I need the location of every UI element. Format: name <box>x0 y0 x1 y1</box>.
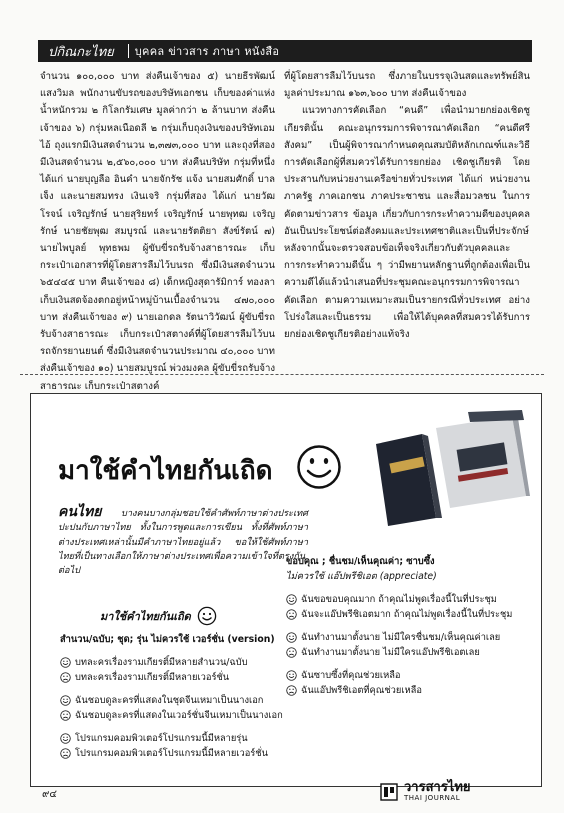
section-subtitle: บุคคล ข่าวสาร ภาษา หนังสือ <box>134 45 280 58</box>
frown-face-icon <box>286 685 297 696</box>
brand-name: วารสารไทย <box>404 780 471 795</box>
vocab-block-version <box>60 632 292 761</box>
incorrect-example <box>286 645 526 660</box>
correct-example <box>286 592 526 607</box>
frown-face-icon <box>60 748 71 759</box>
magazine-logo <box>380 780 530 804</box>
example-text: ฉันแอ๊ปพรีชิเอตที่คุณช่วยเหลือ <box>301 685 422 696</box>
example-text: โปรแกรมคอมพิวเตอร์โปรแกรมนี้มีหลายรุ่น <box>75 733 248 744</box>
smiley-icon <box>296 444 342 490</box>
example-text: ฉันขอขอบคุณมาก ถ้าคุณไม่พูดเรื่องนี้ในที่ประชุม <box>301 594 497 605</box>
example-text: ฉันชอบดูละครที่แสดงในเวอร์ชั่นจีนเหมาเป็นนางเอก <box>75 710 283 721</box>
example-text: ฉันทำงานมาตั้งนาย ไม่มีใครชื่นชม/เห็นคุณค่าเลย <box>301 632 501 643</box>
intro-lead: คนไทย <box>58 504 102 520</box>
group-spacer <box>286 622 526 630</box>
frown-face-icon <box>60 710 71 721</box>
incorrect-example <box>286 683 526 698</box>
correct-example <box>286 630 526 645</box>
incorrect-example <box>286 607 526 622</box>
example-text: ฉันชอบดูละครที่แสดงในชุดจีนเหมาเป็นนางเอก <box>75 695 264 706</box>
example-text: บทละครเรื่องรามเกียรติ์มีหลายเวอร์ชั่น <box>75 672 230 683</box>
vocab-subhead: ไม่ควรใช้ แอ๊ปพรีชิเอต (appreciate) <box>286 571 437 582</box>
article-paragraph: แนวทางการคัดเลือก “คนดี” เพื่อนำมายกย่องเชิดชูเกียรตินั้น คณะอนุกรรมการพิจารณาคัดเลือก “คนดีศรีสังคม” เป็นผู้พิจารณากำหนดคุณสมบัติหลักเกณฑ์และวิธีการคัดเลือกผู้ที่สมควรได้รับการยกย่อง เชิดชูเกียรติ โดยประสานกับหน่วยงานเครือข่ายทั่วประเทศ ได้แก่ หน่วยงานภาครัฐ ภาคเอกชน ภาคประชาชน และสื่อมวลชน ในการคัดตามข่าวสาร ข้อมูล เกี่ยวกับการกระทำความดีของบุคคล อันเป็นประโยชน์ต่อสังคมและประเทศชาติและเป็นที่ประจักษ์ หลังจากนั้นจะตรวจสอบข้อเท็จจริงเกี่ยวกับตัวบุคคลและการกระทำความดีนั้น ๆ ว่ามีพยานหลักฐานที่ถูกต้องเพื่อเป็นความดีได้แล้วนำเสนอที่ประชุมคณะอนุกรรมการพิจารณาคัดเลือก ตามความเหมาะสมเป็นรายกรณีทั่วประเทศ อย่างโปร่งใสและเป็นธรรม เพื่อให้ได้บุคคลที่สมควรได้รับการยกย่องเชิดชูเกียรติอย่างแท้จริง <box>284 105 530 341</box>
group-spacer <box>286 584 526 592</box>
smile-face-icon <box>286 594 297 605</box>
header-divider <box>128 44 129 58</box>
example-text: ฉันจะแอ๊ปพรีชิเอตมาก ถ้าคุณไม่พูดเรื่องนี้ในที่ประชุม <box>301 609 513 620</box>
incorrect-example <box>60 670 292 685</box>
dashed-divider <box>20 374 544 375</box>
group-spacer <box>286 660 526 668</box>
smiley-icon <box>197 606 217 626</box>
smile-face-icon <box>286 670 297 681</box>
group-spacer <box>60 647 292 655</box>
article-paragraph: ที่ผู้โดยสารลืมไว้บนรถ ซึ่งภายในบรรจุเงินสดและทรัพย์สินมูลค่าประมาณ ๑๖๓,๖๐๐ บาท ส่งคืนเจ้าของ <box>284 71 530 100</box>
correct-example <box>60 731 292 746</box>
smile-face-icon <box>286 632 297 643</box>
page-number: ๙๔ <box>42 789 57 800</box>
box-title: มาใช้คำไทยกันเถิด <box>58 456 273 486</box>
vocab-head: ขอบคุณ ; ชื่นชม/เห็นคุณค่า; ซาบซึ้ง <box>286 556 435 567</box>
vocab-block-appreciate <box>286 554 526 698</box>
smile-face-icon <box>60 657 71 668</box>
logo-mark-icon <box>380 783 398 801</box>
group-spacer <box>60 723 292 731</box>
example-text: โปรแกรมคอมพิวเตอร์โปรแกรมนี้มีหลายเวอร์ชั่น <box>75 748 268 759</box>
correct-example <box>60 655 292 670</box>
article-left-column <box>40 68 276 392</box>
smile-face-icon <box>60 733 71 744</box>
example-text: ฉันซาบซึ้งที่คุณช่วยเหลือ <box>301 670 401 681</box>
frown-face-icon <box>286 609 297 620</box>
brand-sub: THAI JOURNAL <box>404 794 461 802</box>
frown-face-icon <box>60 672 71 683</box>
box-intro <box>58 505 308 578</box>
correct-example <box>60 693 292 708</box>
section-header <box>38 40 532 62</box>
group-spacer <box>60 685 292 693</box>
article-paragraph: จำนวน ๑๐๐,๐๐๐ บาท ส่งคืนเจ้าของ ๕) นายธีรพัฒน์ แสงวิมล พนักงานขับรถของบริษัทเอกชน เก็บของค่าแห่งน้ำหนักรวม ๒ กิโลกรัมเศษ มูลค่ากว่า ๒ ล้านบาท ส่งคืนเจ้าของ ๖) กรุ่มหลเนือดลี ๒ กรุ่มเก็บถุงเงินของบริษัทเอมไอ้ ถุงแรกมีเงินสดจำนวน ๒,๓๗๓,๐๐๐ บาท และถุงที่สองมีเงินสดจำนวน ๒,๕๖๐,๐๐๐ บาท ส่งคืนบริษัท กรุ่มที่หนึ่ง ได้แก่ นายบุญลือ อินคำ นายจักรัช แจ้ง นายสมศักดิ์ บาลเจ็ง และนายสมทรง เงินเจริ กรุ่มที่สอง ได้แก่ นายวัฒโรจน์ เจริญรักษ์ นายสุริยทร์ เจริญรักษ์ นายพุทฒ เจริญรักษ์ นายชัยพุฒ สมบูรณ์ และนายรัตติยา สังข์รัตน์ ๗) นายไพบูลย์ พุทธพม ผู้ขับขี่รถรับจ้างสาธารณะ เก็บกระเป๋าเอกสารที่ผู้โดยสารลืมไว้บนรถ ซึ่งมีเงินสดจำนวน ๖๕๔๔๕ บาท คืนเจ้าของ ๘) เด็กหญิงสุดารัมิการ์ ทองลา เก็บเงินสดจ้องตกอยู่หน้าหมู่บ้านเบื้องจำนวน ๔๗๐,๐๐๐ บาท ส่งคืนเจ้าของ ๙) นายเอกดล รัตนาวิวัฒน์ ผู้ขับขี่รถรับจ้างสาธารณะ เก็บกระเป๋าสตางค์ที่ผู้โดยสารลืมไว้บนรถจักรยานยนต์ ซึ่งมีเงินสดจำนวนประมาณ ๔๐,๐๐๐ บาท ส่งคืนเจ้าของ ๑๐) นายสมบูรณ์ พ่วงมงคล ผู้ขับขี่รถรับจ้างสาธารณะ เก็บกระเป๋าสตางค์ <box>40 71 276 392</box>
incorrect-example <box>60 708 292 723</box>
intro-text: บางคนบางกลุ่มชอบใช้คำศัพท์ภาษาต่างประเทศปะปนกับภาษาไทย ทั้งในการพูดและการเขียน ทั้งที่ศัพท์ภาษาต่างประเทศเหล่านั้นมีคำภาษาไทยอยู่แล้ว ขอให้ใช้ศัพท์ภาษาไทยที่เป็นทางเลือกให้ภาษาต่างประเทศเพื่อความเข้าใจที่ตรงกันต่อไป <box>58 508 308 577</box>
incorrect-example <box>60 746 292 761</box>
example-text: บทละครเรื่องรามเกียรติ์มีหลายสำนวน/ฉบับ <box>75 657 248 668</box>
smile-face-icon <box>60 695 71 706</box>
section-title: ปกิณกะไทย <box>48 44 114 60</box>
vocab-head: สำนวน/ฉบับ; ชุด; รุ่น ไม่ควรใช้ เวอร์ชั่น (version) <box>60 634 275 645</box>
box-subtitle-text: มาใช้คำไทยกันเถิด <box>100 610 191 623</box>
article-right-column <box>284 68 530 341</box>
box-subtitle <box>100 606 217 626</box>
correct-example <box>286 668 526 683</box>
example-text: ฉันทำงานมาตั้งนาย ไม่มีใครแอ๊ปพรีชิเอตเลย <box>301 647 480 658</box>
frown-face-icon <box>286 647 297 658</box>
books-image <box>362 410 530 528</box>
